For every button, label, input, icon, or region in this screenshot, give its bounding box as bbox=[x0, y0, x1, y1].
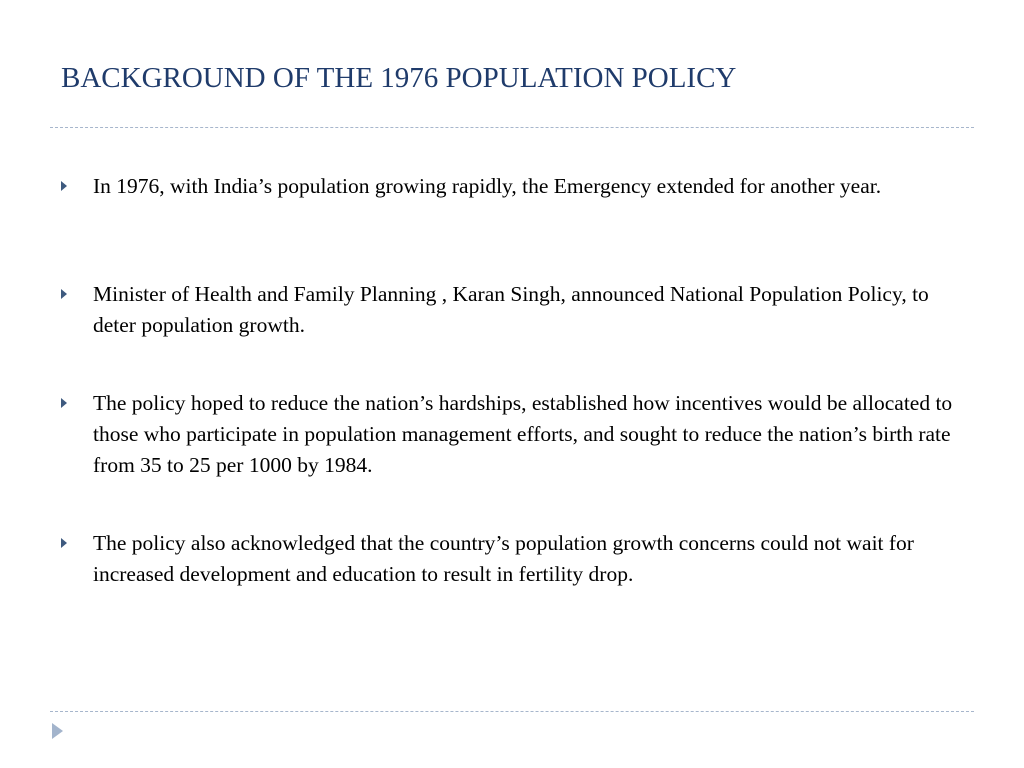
bullet-arrow-icon bbox=[61, 538, 67, 548]
bottom-dashed-divider bbox=[50, 711, 974, 712]
bullet-arrow-icon bbox=[61, 398, 67, 408]
bullet-list bbox=[61, 171, 961, 590]
top-dashed-divider bbox=[50, 127, 974, 128]
bullet-text: Minister of Health and Family Planning , Karan Singh, announced National Population Policy, to deter population growth. bbox=[93, 282, 929, 337]
bullet-item bbox=[61, 279, 961, 388]
bullet-item bbox=[61, 171, 961, 279]
bullet-arrow-icon bbox=[61, 289, 67, 299]
bullet-text: In 1976, with India’s population growing rapidly, the Emergency extended for another year. bbox=[93, 174, 882, 198]
bullet-item bbox=[61, 528, 961, 590]
bullet-text: The policy hoped to reduce the nation’s hardships, established how incentives would be allocated to those who participate in population management efforts, and sought to reduce the nation’s birth rate from 35 to 25 per 1000 by 1984. bbox=[93, 391, 953, 477]
bullet-arrow-icon bbox=[61, 181, 67, 191]
slide-title: BACKGROUND OF THE 1976 POPULATION POLICY bbox=[61, 62, 737, 94]
bullet-item bbox=[61, 388, 961, 528]
footer-arrow-icon bbox=[52, 723, 63, 739]
bullet-text: The policy also acknowledged that the country’s population growth concerns could not wait for increased development and education to result in fertility drop. bbox=[93, 531, 914, 586]
